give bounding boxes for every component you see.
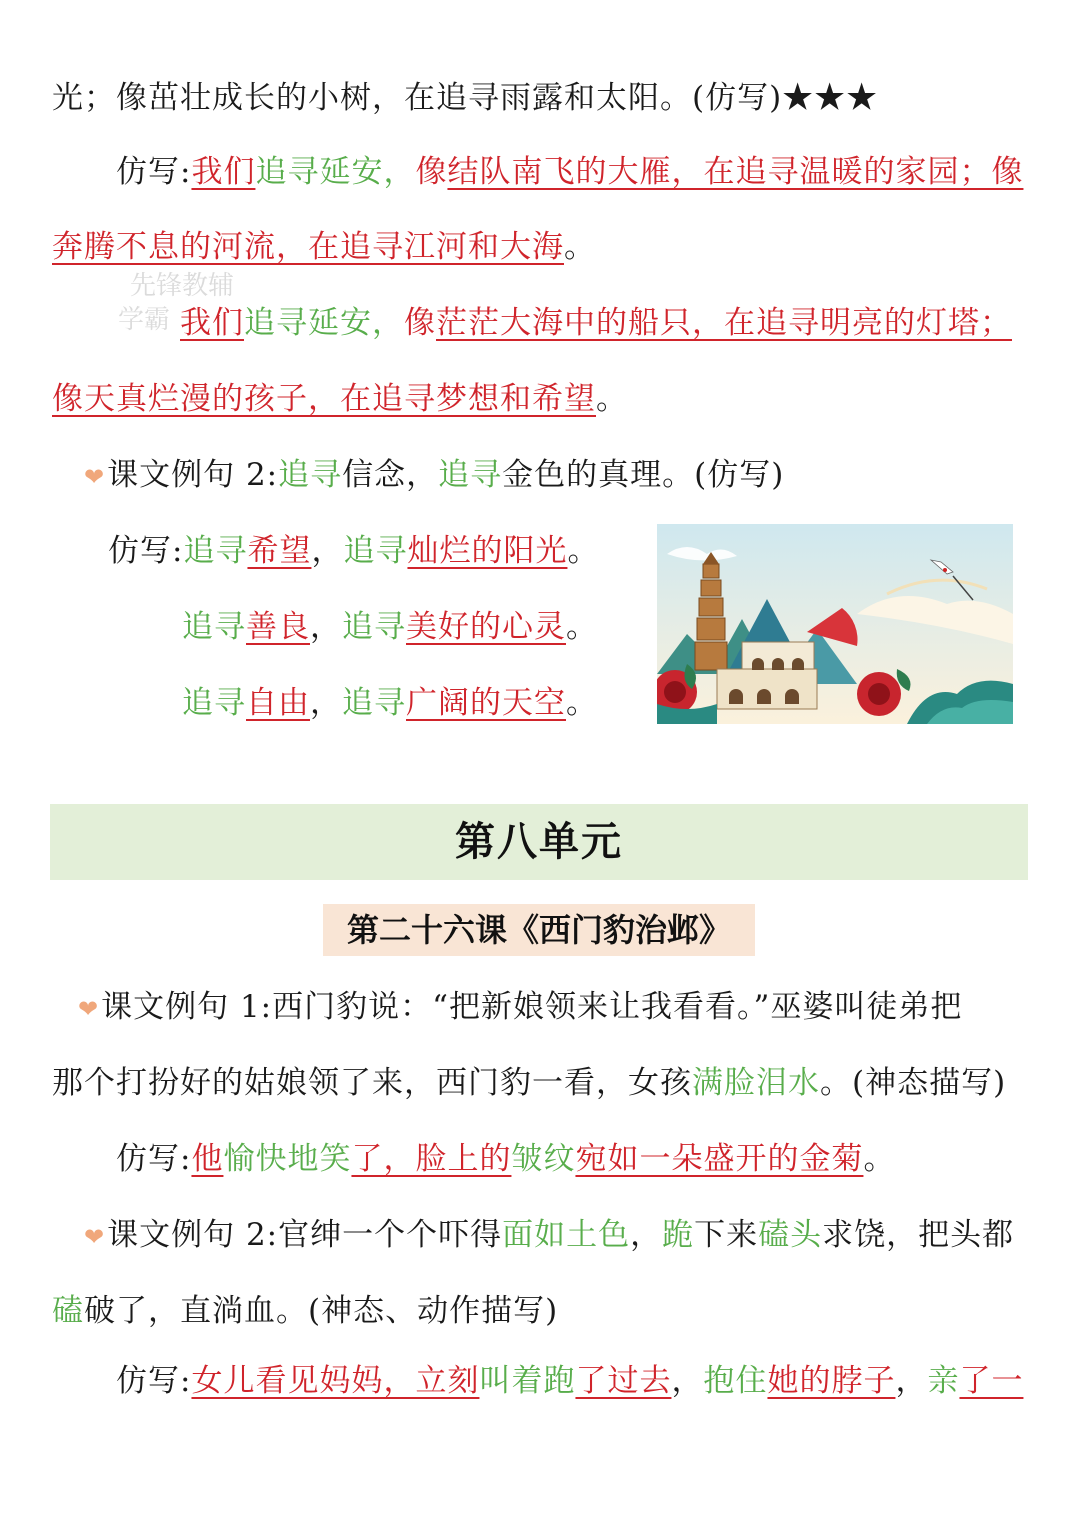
example-sentence-cont: 磕破了，直淌血。(神态、动作描写) bbox=[52, 1293, 559, 1329]
heart-icon: ❤ bbox=[78, 995, 100, 1023]
example-sentence: ❤课文例句 2:官绅一个个吓得面如土色，跪下来磕头求饶，把头都 bbox=[84, 1217, 1015, 1253]
watermark: 学霸 bbox=[118, 305, 171, 335]
imitation-row: 仿写:追寻希望，追寻灿烂的阳光。 bbox=[108, 533, 600, 569]
heart-icon: ❤ bbox=[84, 1223, 106, 1251]
imitation-sentence-cont: 像天真烂漫的孩子，在追寻梦想和希望。 bbox=[52, 381, 628, 417]
imitation-row: 追寻善良，追寻美好的心灵。 bbox=[182, 609, 598, 645]
heart-icon: ❤ bbox=[84, 463, 106, 491]
unit-banner bbox=[50, 804, 1028, 880]
imitation-sentence: 仿写:女儿看见妈妈，立刻叫着跑了过去，抱住她的脖子，亲了一 bbox=[116, 1363, 1024, 1399]
example-sentence-cont: 那个打扮好的姑娘领了来，西门豹一看，女孩满脸泪水。(神态描写) bbox=[52, 1065, 1007, 1101]
imitation-sentence: 仿写:我们追寻延安，像结队南飞的大雁，在追寻温暖的家园；像 bbox=[116, 154, 1024, 190]
imitation-row: 追寻自由，追寻广阔的天空。 bbox=[182, 685, 598, 721]
imitation-sentence-cont: 奔腾不息的河流，在追寻江河和大海。 bbox=[52, 229, 596, 265]
example-sentence: ❤课文例句 1:西门豹说：“把新娘领来让我看看。”巫婆叫徒弟把 bbox=[78, 989, 963, 1025]
unit-title: 第八单元 bbox=[455, 819, 623, 865]
lesson-title: 第二十六课《西门豹治邺》 bbox=[323, 904, 755, 956]
imitation-sentence: 我们追寻延安，像茫茫大海中的船只，在追寻明亮的灯塔； bbox=[180, 305, 1012, 341]
example-sentence: ❤课文例句 2:追寻信念，追寻金色的真理。(仿写) bbox=[84, 457, 785, 493]
text-line: 光；像茁壮成长的小树，在追寻雨露和太阳。(仿写)★★★ bbox=[52, 80, 879, 116]
imitation-sentence: 仿写:他愉快地笑了，脸上的皱纹宛如一朵盛开的金菊。 bbox=[116, 1141, 896, 1177]
yanan-pagoda-illustration bbox=[657, 524, 1013, 724]
watermark: 先锋教辅 bbox=[130, 271, 235, 301]
